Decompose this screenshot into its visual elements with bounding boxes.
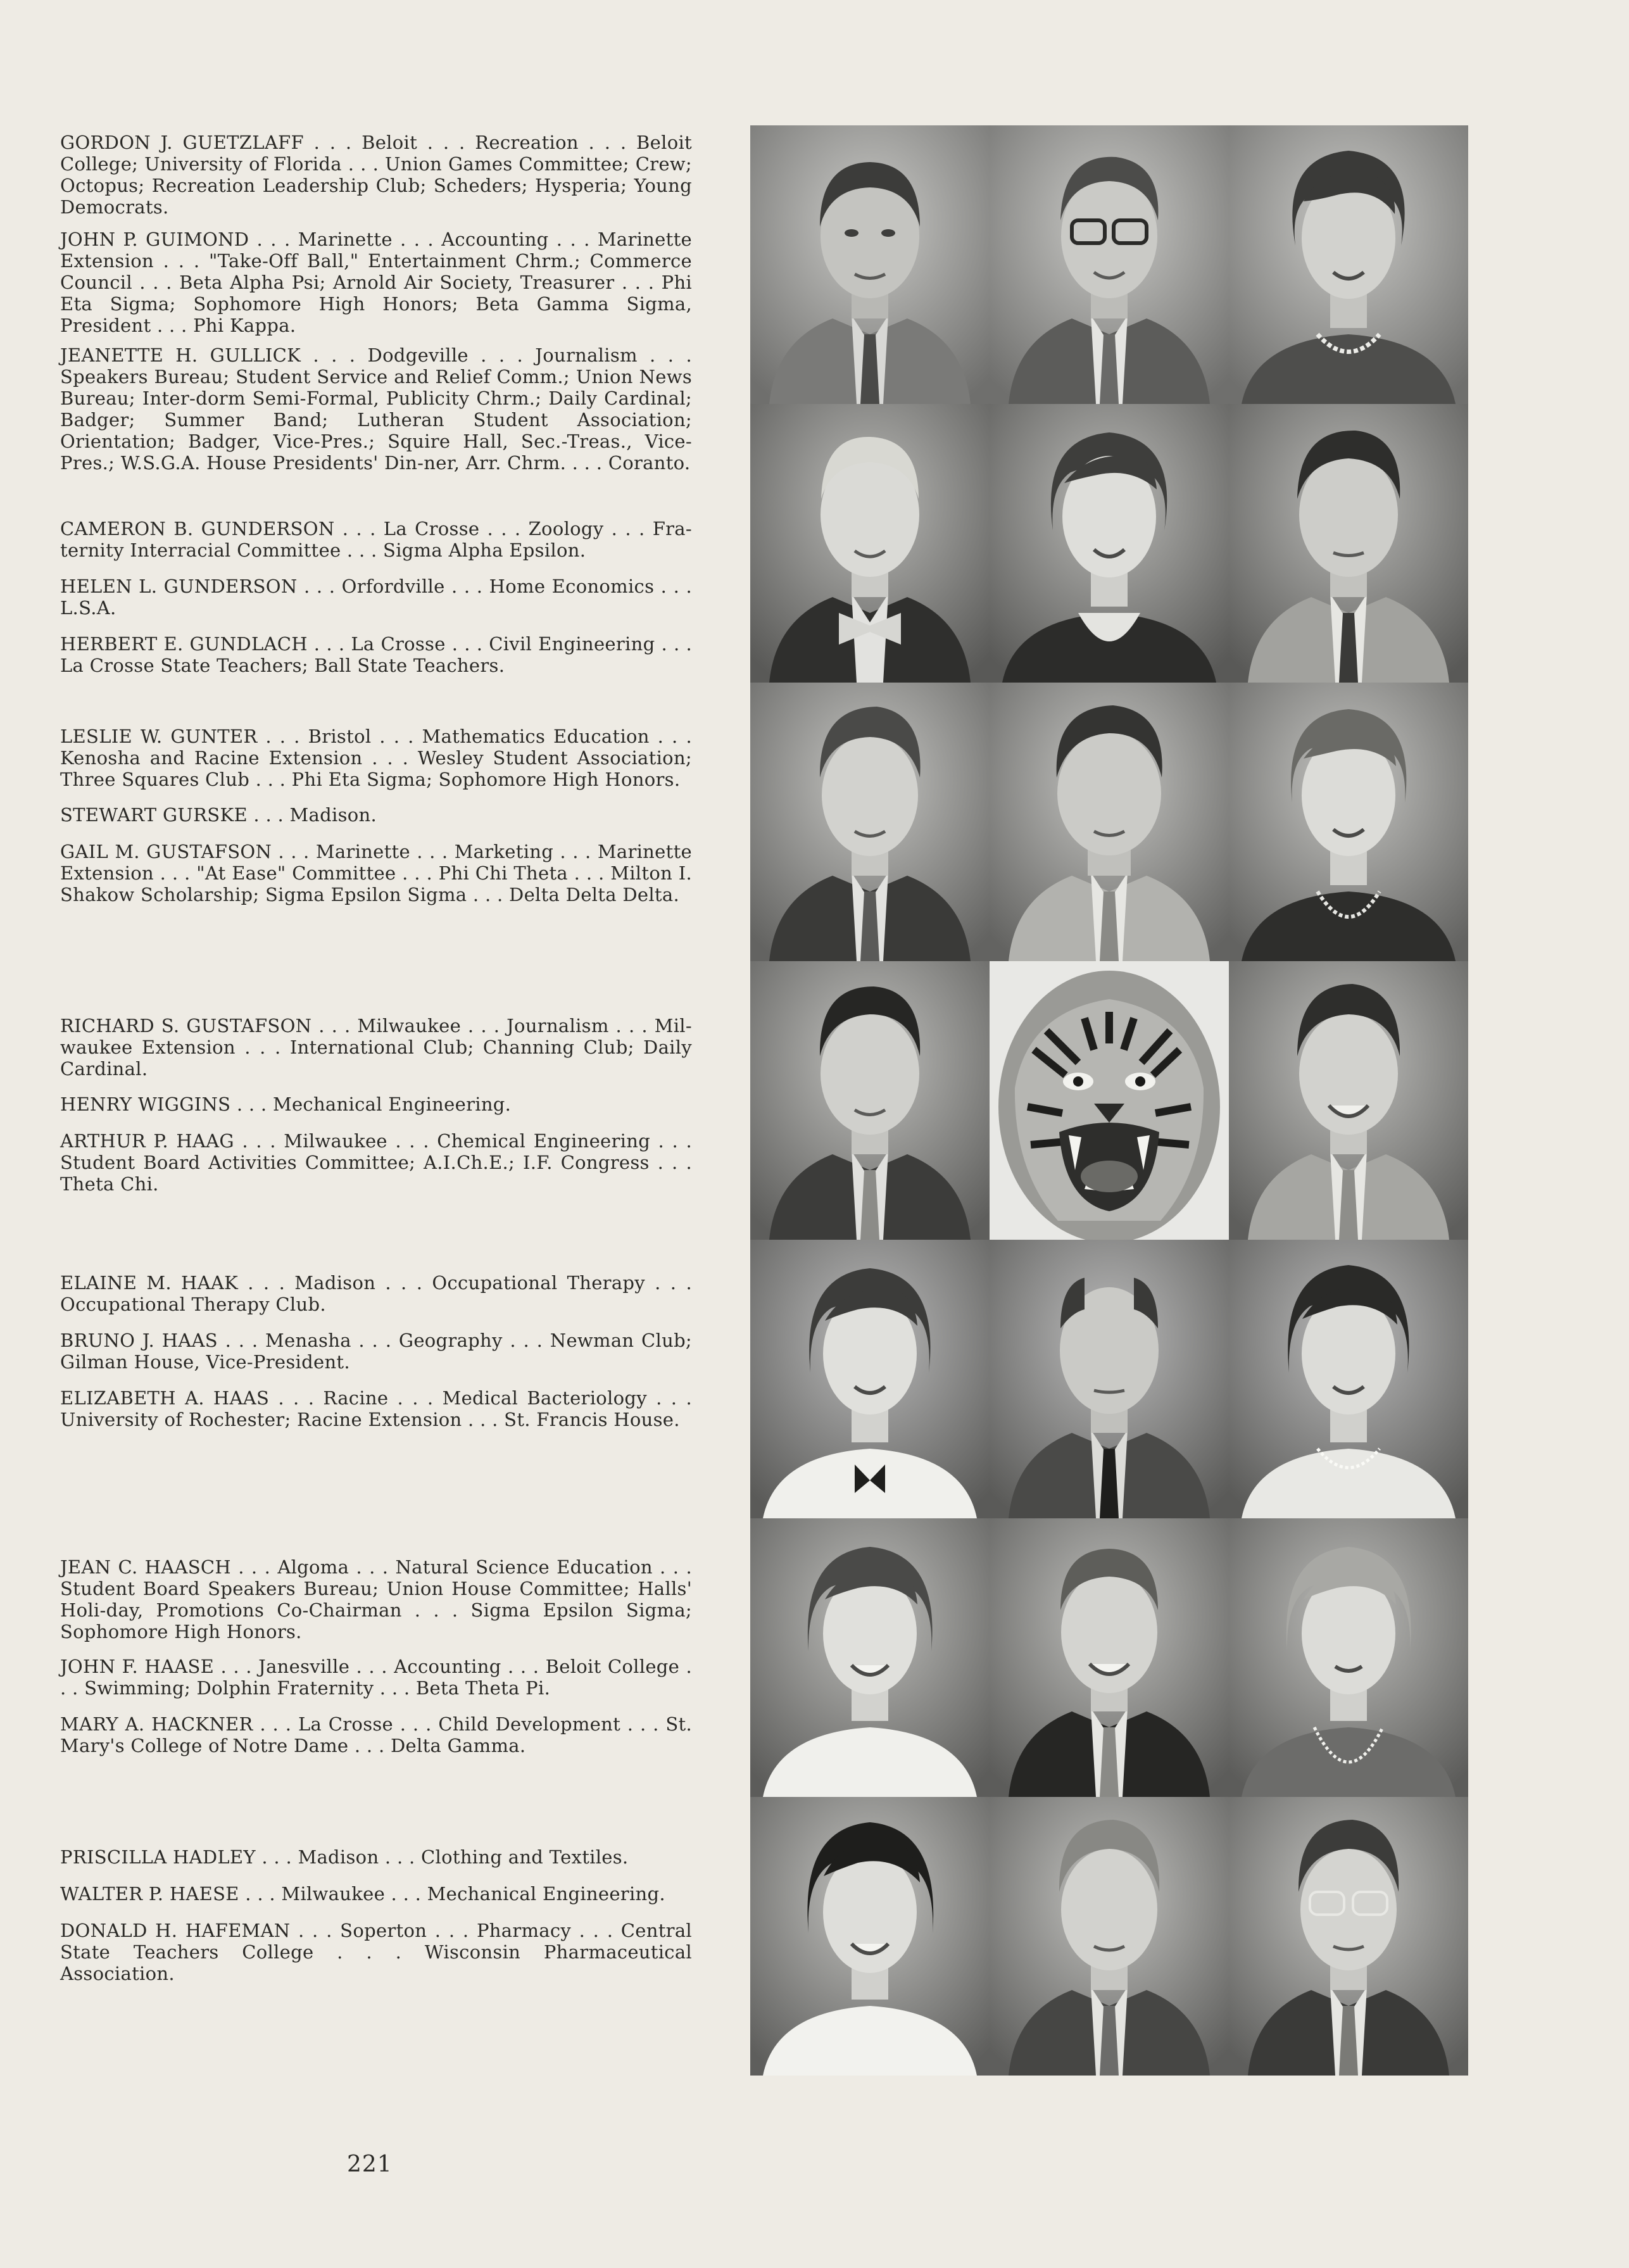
portrait-haese	[990, 1797, 1229, 2076]
portrait-gullick	[1229, 125, 1468, 404]
tiger-mascot-image	[990, 961, 1229, 1240]
portrait-gundlach	[1229, 404, 1468, 683]
entry-guetzlaff: GORDON J. GUETZLAFF . . . Beloit . . . Recreation . . . Beloit College; University of Florida . . . Union Games Committee; Crew; Octopus; Recreation Leadership Club; Scheders; Hysperia; Young Democrats.	[60, 132, 692, 218]
portrait-haasch	[750, 1518, 990, 1797]
portrait-c-gunderson	[750, 404, 990, 683]
entry-g-gustafson: GAIL M. GUSTAFSON . . . Marinette . . . Marketing . . . Marinette Extension . . . "At Ease" Committee . . . Phi Chi Theta . . . Milton I. Shakow Scholarship; Sigma Epsilon Sigma . . . Delta Delta Delta.	[60, 841, 692, 905]
portrait-g-gustafson	[1229, 683, 1468, 961]
portrait-guetzlaff	[750, 125, 990, 404]
entry-haag: ARTHUR P. HAAG . . . Milwaukee . . . Chemical Engineering . . . Student Board Activities Committee; A.I.Ch.E.; I.F. Congress . . . Theta Chi.	[60, 1130, 692, 1195]
portrait-haag	[1229, 961, 1468, 1240]
portrait-gurske	[990, 683, 1229, 961]
portrait-hackner	[1229, 1518, 1468, 1797]
entry-gullick: JEANETTE H. GULLICK . . . Dodgeville . . . Journalism . . . Speakers Bureau; Student Service and Relief Comm.; Union News Bureau; Inter-dorm Semi-Formal, Publicity Chrm.; Daily Cardinal; Badger; Summer Band; Lutheran Student Association; Orientation; Badger, Vice-Pres.; Squire Hall, Sec.-Treas., Vice-Pres.; W.S.G.A. House Presidents' Din-ner, Arr. Chrm. . . . Coranto.	[60, 344, 692, 474]
entry-wiggins: HENRY WIGGINS . . . Mechanical Engineering.	[60, 1093, 512, 1115]
entry-hackner: MARY A. HACKNER . . . La Crosse . . . Child Development . . . St. Mary's College of Notre Dame . . . Delta Gamma.	[60, 1713, 692, 1756]
portrait-hadley	[750, 1797, 990, 2076]
entry-gurske: STEWART GURSKE . . . Madison.	[60, 804, 377, 826]
entry-haasch: JEAN C. HAASCH . . . Algoma . . . Natural Science Education . . . Student Board Speakers Bureau; Union House Committee; Halls' Holi-day, Promotions Co-Chairman . . . Sigma Epsilon Sigma; Sophomore High Honors.	[60, 1556, 692, 1642]
entry-e-haas: ELIZABETH A. HAAS . . . Racine . . . Medical Bacteriology . . . University of Rochester; Racine Extension . . . St. Francis House.	[60, 1387, 692, 1430]
entry-haak: ELAINE M. HAAK . . . Madison . . . Occupational Therapy . . . Occupational Therapy Club.	[60, 1272, 692, 1315]
entry-c-gunderson: CAMERON B. GUNDERSON . . . La Crosse . . . Zoology . . . Fra-ternity Interracial Committee . . . Sigma Alpha Epsilon.	[60, 518, 692, 561]
entry-b-haas: BRUNO J. HAAS . . . Menasha . . . Geography . . . Newman Club; Gilman House, Vice-President.	[60, 1330, 692, 1373]
entry-hadley: PRISCILLA HADLEY . . . Madison . . . Clothing and Textiles.	[60, 1846, 629, 1868]
entry-hafeman: DONALD H. HAFEMAN . . . Soperton . . . Pharmacy . . . Central State Teachers College . . . Wisconsin Pharmaceutical Association.	[60, 1920, 692, 1984]
portrait-e-haas	[1229, 1240, 1468, 1518]
entry-haase: JOHN F. HAASE . . . Janesville . . . Accounting . . . Beloit College . . . Swimming; Dolphin Fraternity . . . Beta Theta Pi.	[60, 1656, 692, 1699]
entry-h-gunderson: HELEN L. GUNDERSON . . . Orfordville . . . Home Economics . . . L.S.A.	[60, 576, 692, 619]
entry-guimond: JOHN P. GUIMOND . . . Marinette . . . Accounting . . . Marinette Extension . . . "Take-Off Ball," Entertainment Chrm.; Commerce Council . . . Beta Alpha Psi; Arnold Air Society, Treasurer . . . Phi Eta Sigma; Sophomore High Honors; Beta Gamma Sigma, President . . . Phi Kappa.	[60, 229, 692, 336]
portrait-gunter	[750, 683, 990, 961]
portrait-r-gustafson	[750, 961, 990, 1240]
portrait-hafeman	[1229, 1797, 1468, 2076]
portrait-haase	[990, 1518, 1229, 1797]
entry-haese: WALTER P. HAESE . . . Milwaukee . . . Mechanical Engineering.	[60, 1883, 665, 1905]
portrait-h-gunderson	[990, 404, 1229, 683]
entry-gunter: LESLIE W. GUNTER . . . Bristol . . . Mathematics Education . . . Kenosha and Racine Extension . . . Wesley Student Association; Three Squares Club . . . Phi Eta Sigma; Sophomore High Honors.	[60, 726, 692, 790]
portrait-guimond	[990, 125, 1229, 404]
page-number: 221	[347, 2151, 393, 2177]
portrait-b-haas	[990, 1240, 1229, 1518]
entry-r-gustafson: RICHARD S. GUSTAFSON . . . Milwaukee . . . Journalism . . . Mil-waukee Extension . . . International Club; Channing Club; Daily Cardinal.	[60, 1015, 692, 1080]
entry-gundlach: HERBERT E. GUNDLACH . . . La Crosse . . . Civil Engineering . . . La Crosse State Teachers; Ball State Teachers.	[60, 633, 692, 676]
portrait-haak	[750, 1240, 990, 1518]
